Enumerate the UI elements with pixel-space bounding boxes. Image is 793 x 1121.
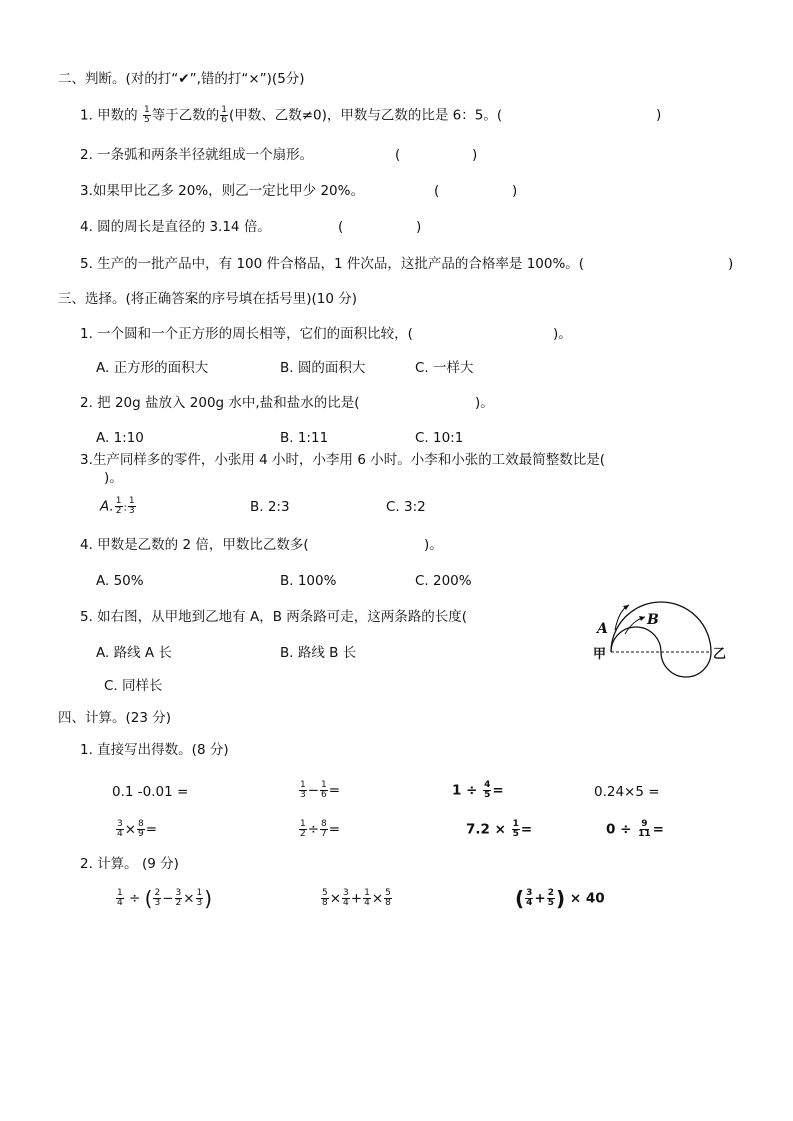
s2-question-3: 3.如果甲比乙多 20%，则乙一定比甲少 20%。 xyxy=(80,183,364,199)
option-c[interactable]: C. 200% xyxy=(415,573,472,589)
s4-part-1-title: 1. 直接写出得数。(8 分) xyxy=(80,742,229,758)
answer-blank-close[interactable]: )。 xyxy=(104,470,123,486)
s2-question-2: 2. 一条弧和两条半径就组成一个扇形。 xyxy=(80,147,314,163)
calc-expression-5: $\frac{3}{4}$ × $\frac{8}{9}$ = xyxy=(117,819,158,839)
answer-blank-close[interactable]: ) xyxy=(512,183,518,199)
fraction-one-half: $\frac{1}{2}$ xyxy=(115,496,122,516)
option-b[interactable]: B. 圆的面积大 xyxy=(280,360,366,376)
option-b[interactable]: B. 2:3 xyxy=(250,499,290,515)
answer-blank-close[interactable]: )。 xyxy=(553,326,572,342)
answer-blank-open[interactable]: ( xyxy=(395,147,401,163)
option-a[interactable]: A. 路线 A 长 xyxy=(96,645,172,661)
s2-question-1 xyxy=(80,106,502,125)
option-c[interactable]: C. 一样大 xyxy=(415,360,474,376)
option-c[interactable]: C. 3:2 xyxy=(386,499,426,515)
s4-part-2-title: 2. 计算。 (9 分) xyxy=(80,856,179,872)
calc-expression-6: $\frac{1}{2}$ ÷ $\frac{8}{7}$ = xyxy=(300,819,341,839)
answer-blank-open[interactable]: ( xyxy=(338,219,344,235)
calc-expression-1: 0.1 -0.01 = xyxy=(112,784,189,800)
answer-blank-close[interactable]: ) xyxy=(728,256,734,272)
answer-blank-open[interactable]: ( xyxy=(434,183,440,199)
s2-q1-part-a: 1. 甲数的 xyxy=(80,107,138,124)
fraction-one-third: $\frac{1}{3}$ xyxy=(128,496,135,516)
section-3-heading: 三、选择。(将正确答案的序号填在括号里)(10 分) xyxy=(58,291,358,307)
s2-q1-part-b: 等于乙数的 xyxy=(151,107,220,124)
compute-expression-3: ( $\frac{3}{4}$ + $\frac{2}{5}$ ) × 40 xyxy=(515,886,605,911)
label-route-a: A xyxy=(597,621,608,637)
option-a[interactable]: A. 1:10 xyxy=(96,430,144,446)
s3-question-5: 5. 如右图，从甲地到乙地有 A，B 两条路可走，这两条路的长度( xyxy=(80,609,468,625)
route-diagram xyxy=(585,600,735,686)
s3-question-1: 1. 一个圆和一个正方形的周长相等，它们的面积比较，( xyxy=(80,326,413,342)
answer-blank-close[interactable]: ) xyxy=(472,147,478,163)
option-b[interactable]: B. 1:11 xyxy=(280,430,329,446)
s2-q1-part-c: (甲数、乙数≠0)，甲数与乙数的比是 6：5。( xyxy=(228,107,503,124)
option-a[interactable]: A. 50% xyxy=(96,573,144,589)
calc-expression-8: 0 ÷ $\frac{9}{11}$ = xyxy=(606,819,664,839)
label-start-jia: 甲 xyxy=(593,647,607,662)
option-a[interactable]: A. 正方形的面积大 xyxy=(96,360,209,376)
s3-question-2: 2. 把 20g 盐放入 200g 水中,盐和盐水的比是( xyxy=(80,395,360,411)
compute-expression-1: $\frac{1}{4}$ ÷ ( $\frac{2}{3}$ − $\frac{3}{2}$ × $\frac{1}{3}$ ) xyxy=(117,886,213,911)
calc-expression-3: 1 ÷ $\frac{4}{5}$ = xyxy=(452,780,504,800)
s3-question-3: 3.生产同样多的零件，小张用 4 小时，小李用 6 小时。小李和小张的工效最简整数比是( xyxy=(80,452,605,468)
s2-question-5: 5. 生产的一批产品中，有 100 件合格品，1 件次品，这批产品的合格率是 100%。( xyxy=(80,256,585,272)
option-a[interactable]: A. $\frac{1}{2}$ : $\frac{1}{3}$ xyxy=(100,496,135,516)
fraction-one-fifth: $\frac{1}{5}$ xyxy=(143,105,150,125)
s2-question-4: 4. 圆的周长是直径的 3.14 倍。 xyxy=(80,219,271,235)
answer-blank-close[interactable]: )。 xyxy=(424,537,443,553)
option-c[interactable]: C. 10:1 xyxy=(415,430,464,446)
s3-question-4: 4. 甲数是乙数的 2 倍，甲数比乙数多( xyxy=(80,537,309,553)
route-a-arrow xyxy=(615,605,629,630)
label-route-b: B xyxy=(647,612,659,628)
option-b[interactable]: B. 100% xyxy=(280,573,337,589)
answer-blank-close[interactable]: ) xyxy=(656,107,662,123)
answer-blank-close[interactable]: ) xyxy=(416,219,422,235)
calc-expression-2: $\frac{1}{3}$ − $\frac{1}{6}$ = xyxy=(300,780,341,800)
fraction-one-sixth: $\frac{1}{6}$ xyxy=(221,105,227,125)
answer-blank-close[interactable]: )。 xyxy=(475,395,494,411)
option-c[interactable]: C. 同样长 xyxy=(104,678,163,694)
label-end-yi: 乙 xyxy=(713,647,727,662)
section-4-heading: 四、计算。(23 分) xyxy=(58,710,172,726)
section-2-heading: 二、判断。(对的打“✔”,错的打“×”)(5分) xyxy=(58,71,305,87)
compute-expression-2: $\frac{5}{8}$ × $\frac{3}{4}$ + $\frac{1}{4}$ × $\frac{5}{8}$ xyxy=(322,888,391,908)
calc-expression-4: 0.24×5 = xyxy=(594,784,660,800)
calc-expression-7: 7.2 × $\frac{1}{5}$ = xyxy=(466,819,533,839)
option-b[interactable]: B. 路线 B 长 xyxy=(280,645,357,661)
